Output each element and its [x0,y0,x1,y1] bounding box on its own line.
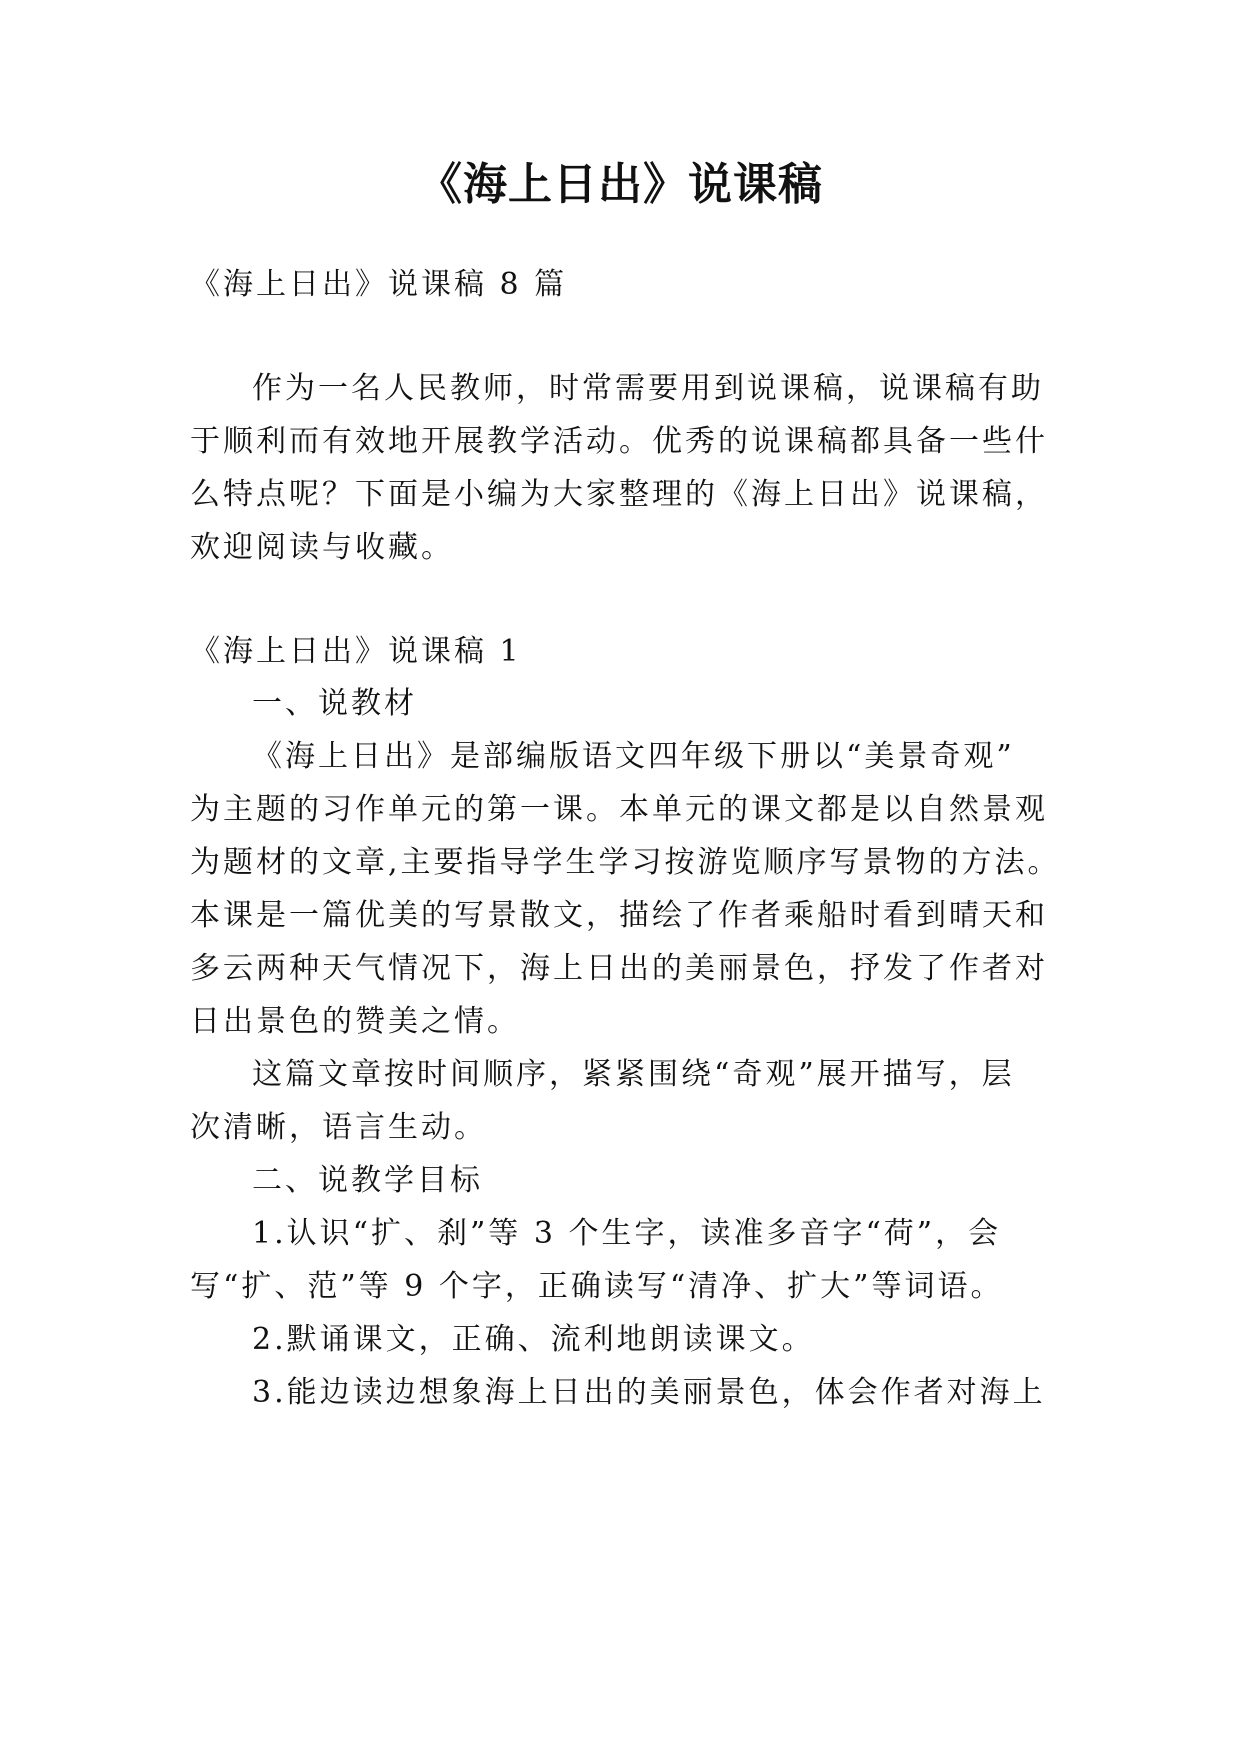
para-1-line-5: 多云两种天气情况下，海上日出的美丽景色，抒发了作者对 [190,951,1048,986]
para-1-line-2: 为主题的习作单元的第一课。本单元的课文都是以自然景观 [190,792,1048,827]
heading-teaching-goals: 二、说教学目标 [252,1163,483,1198]
para-2-line-2: 次清晰，语言生动。 [190,1110,487,1145]
heading-teaching-material: 一、说教材 [252,686,417,721]
para-1-line-6: 日出景色的赞美之情。 [190,1004,520,1039]
goal-1-line-2: 写“扩、范”等 9 个字，正确读写“清净、扩大”等词语。 [190,1269,1004,1304]
goal-2: 2.默诵课文，正确、流利地朗读课文。 [252,1322,815,1357]
intro-line-3: 么特点呢？下面是小编为大家整理的《海上日出》说课稿， [190,477,1048,512]
para-1-line-4: 本课是一篇优美的写景散文，描绘了作者乘船时看到晴天和 [190,898,1048,933]
document-subtitle: 《海上日出》说课稿 8 篇 [190,267,568,302]
goal-1-line-1: 1.认识“扩、刹”等 3 个生字，读准多音字“荷”，会 [252,1216,1002,1251]
intro-line-4: 欢迎阅读与收藏。 [190,530,454,565]
document-title: 《海上日出》说课稿 [418,159,823,210]
intro-line-2: 于顺利而有效地开展教学活动。优秀的说课稿都具备一些什 [190,424,1048,459]
intro-line-1: 作为一名人民教师，时常需要用到说课稿，说课稿有助 [252,371,1044,406]
para-1-line-1: 《海上日出》是部编版语文四年级下册以“美景奇观” [252,739,1015,774]
para-2-line-1: 这篇文章按时间顺序，紧紧围绕“奇观”展开描写，层 [252,1057,1015,1092]
para-1-line-3: 为题材的文章,主要指导学生学习按游览顺序写景物的方法。 [190,845,1061,880]
goal-3: 3.能边读边想象海上日出的美丽景色，体会作者对海上 [252,1375,1046,1410]
section-title: 《海上日出》说课稿 1 [190,634,522,669]
